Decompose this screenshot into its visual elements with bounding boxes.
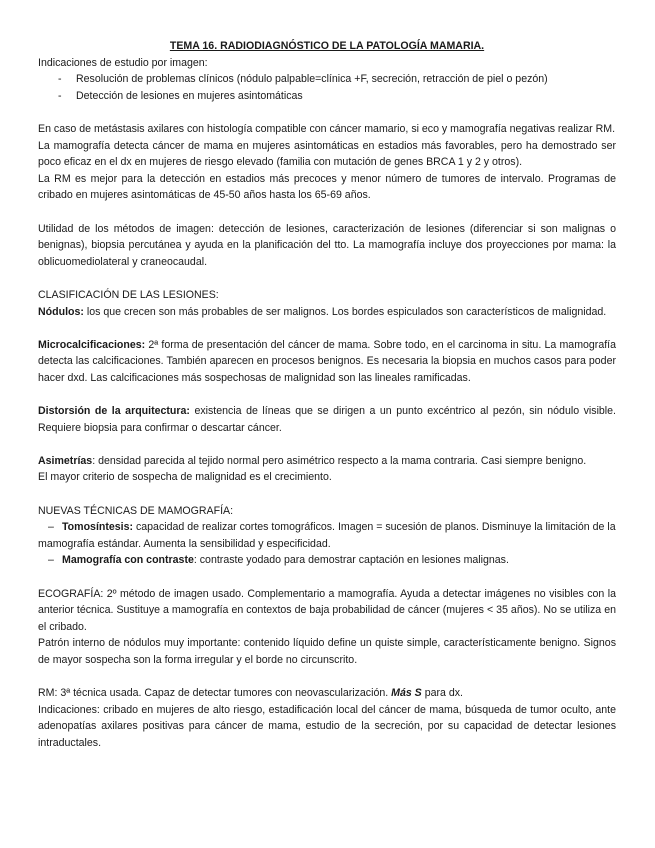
rm-text-a: RM: 3ª técnica usada. Capaz de detectar tumores con neovascularización.: [38, 687, 392, 700]
paragraph-microcalcificaciones: [38, 337, 616, 387]
paragraph-metastasis: En caso de metástasis axilares con histología compatible con cáncer mamario, si eco y mamografía negativas realizar RM.: [38, 122, 616, 135]
list-item: - Detección de lesiones en mujeres asintomáticas: [38, 88, 616, 105]
indicaciones-intro: Indicaciones de estudio por imagen:: [38, 56, 208, 69]
nuevas-tecnicas-list: [38, 519, 616, 569]
nodulos-label: Nódulos:: [38, 305, 84, 318]
tomo-text: capacidad de realizar cortes tomográficos. Imagen = sucesión de planos. Disminuye la limitación de la mamografía estándar. Aumenta la sensibilidad y especificidad.: [38, 521, 616, 550]
paragraph-distorsion: [38, 403, 616, 436]
list-item: [38, 519, 616, 552]
paragraph-ecografia: ECOGRAFÍA: 2º método de imagen usado. Complementario a mamografía. Ayuda a detectar imágenes no visibles con la anterior técnica. Sustituye a mamografía en contextos de baja probabilidad de cáncer (mujeres < 35 años). No se utiliza en el cribado.: [38, 587, 616, 633]
paragraph-rm: La RM es mejor para la detección en estadios más precoces y menor número de tumores de intervalo. Programas de cribado en mujeres asintomáticas de 45-50 años hasta los 65-69 años.: [38, 172, 616, 202]
paragraph-patron: Patrón interno de nódulos muy importante: contenido líquido define un quiste simple, característicamente benigno. Signos de mayor sospecha son la forma irregular y el borde no circunscrito.: [38, 637, 616, 666]
clasificacion-heading: CLASIFICACIÓN DE LAS LESIONES:: [38, 288, 219, 301]
distorsion-text: existencia de líneas que se dirigen a un punto excéntrico al pezón, sin nódulo visible. Requiere biopsia para confirmar o descartar cáncer.: [38, 405, 616, 434]
list-item: - Resolución de problemas clínicos (nódulo palpable=clínica +F, secreción, retracción de piel o pezón): [38, 71, 616, 88]
rm-text-b: para dx.: [421, 687, 463, 700]
contraste-text: : contraste yodado para demostrar captación en lesiones malignas.: [193, 554, 509, 567]
indicaciones-list: [38, 71, 616, 104]
paragraph-nodulos: [38, 304, 616, 321]
nodulos-text: los que crecen son más probables de ser malignos. Los bordes espiculados son característicos de malignidad.: [83, 305, 607, 318]
list-item: [38, 552, 616, 569]
micro-label: Microcalcificaciones:: [38, 338, 146, 351]
paragraph-utilidad: Utilidad de los métodos de imagen: detección de lesiones, caracterización de lesiones (diferenciar si son malignas o benignas), biopsia percutánea y ayuda en la planificación del tto. La mamografía incluye dos proyecciones por mama: la oblicuomediolateral y craneocaudal.: [38, 222, 616, 268]
paragraph-asimetrias-2: El mayor criterio de sospecha de malignidad es el crecimiento.: [38, 471, 332, 484]
nuevas-tecnicas-heading: NUEVAS TÉCNICAS DE MAMOGRAFÍA:: [38, 504, 234, 517]
dash-bullet: –: [48, 521, 54, 534]
dash-bullet: –: [48, 554, 54, 567]
contraste-label: Mamografía con contraste: [62, 554, 194, 567]
paragraph-indicaciones-rm: Indicaciones: cribado en mujeres de alto riesgo, estadificación local del cáncer de mama, búsqueda de tumor oculto, ante adenopatías axilares positivas para cáncer de mama, estudio de la secreción, por su capacidad de detectar lesiones intraductales.: [38, 703, 616, 749]
paragraph-asimetrias: [38, 453, 616, 470]
rm-mas-s: Más S: [391, 687, 422, 700]
micro-text: 2ª forma de presentación del cáncer de mama. Sobre todo, en el carcinoma in situ. La mamografía detecta las calcificaciones. También aparecen en procesos benignos. Es necesaria la biopsia en muchos casos para poder hacer dxd. Las calcificaciones más sospechosas de malignidad son las lineales ramificadas.: [38, 338, 616, 384]
asimetrias-label: Asimetrías: [38, 454, 93, 467]
paragraph-rm-tecnica: [38, 685, 616, 702]
asimetrias-text: : densidad parecida al tejido normal pero asimétrico respecto a la mama contraria. Casi siempre benigno.: [92, 454, 587, 467]
tomo-label: Tomosíntesis:: [62, 521, 134, 534]
paragraph-mamografia: La mamografía detecta cáncer de mama en mujeres asintomáticas en estadios más favorables, pero ha demostrado ser poco eficaz en el dx en mujeres de riesgo elevado (familia con mutación de genes BRCA 1 y 2 y otros).: [38, 139, 616, 169]
page-title: TEMA 16. RADIODIAGNÓSTICO DE LA PATOLOGÍA MAMARIA.: [169, 40, 485, 52]
distorsion-label: Distorsión de la arquitectura:: [38, 405, 190, 418]
